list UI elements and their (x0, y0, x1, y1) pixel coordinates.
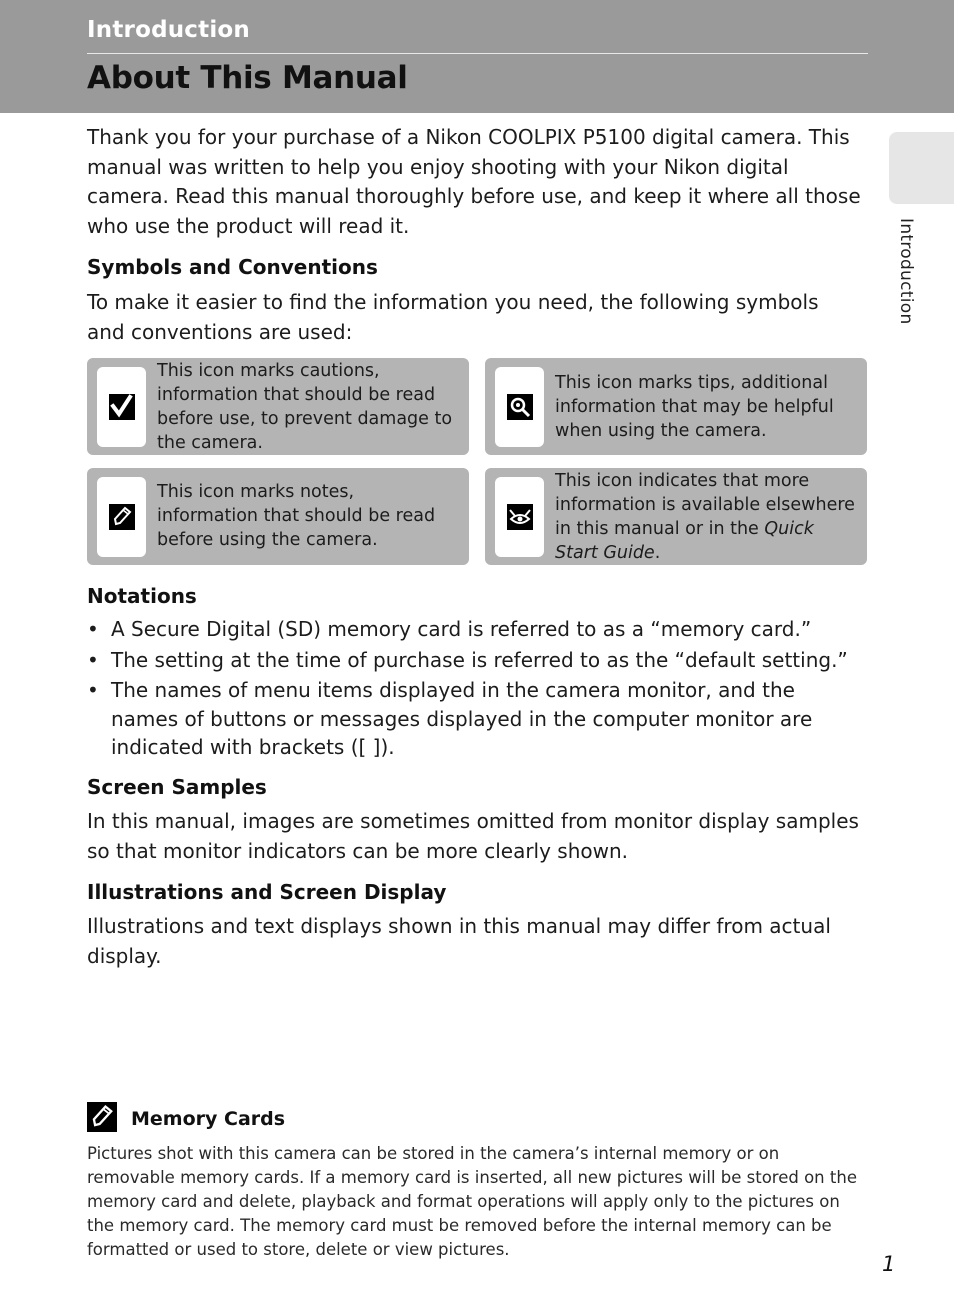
screen-samples-heading: Screen Samples (87, 775, 267, 799)
chapter-header (0, 0, 954, 113)
notes-icon-box (97, 477, 146, 557)
reference-text (555, 469, 855, 565)
section-label: Introduction (87, 17, 250, 43)
notations-heading: Notations (87, 584, 197, 608)
memory-cards-heading: Memory Cards (131, 1108, 286, 1130)
reference-icon-box (495, 477, 544, 557)
intro-paragraph: Thank you for your purchase of a Nikon COOLPIX P5100 digital camera. This manual was written to help you enjoy shooting with your Nikon digital camera. Read this manual thoroughly before use, and keep it where all those who use the product will read it. (87, 125, 861, 238)
symbols-heading: Symbols and Conventions (87, 255, 378, 279)
list-item: • The names of menu items displayed in the camera monitor, and the names of buttons or messages displayed in the computer monitor are indicated with brackets ([ ]). (87, 676, 862, 762)
eye-icon (507, 504, 533, 530)
screen-samples-text: In this manual, images are sometimes omitted from monitor display samples so that monitor indicators can be more clearly shown. (87, 809, 859, 863)
quick-start-guide-title: Quick Start Guide (555, 519, 814, 563)
symbols-intro: To make it easier to find the information you need, the following symbols and conventions are used: (87, 290, 819, 344)
checkmark-icon (109, 394, 135, 420)
illustrations-text: Illustrations and text displays shown in this manual may differ from actual display. (87, 914, 831, 968)
page-title: About This Manual (87, 60, 408, 96)
reference-text-prefix: This icon indicates that more information is available elsewhere in this manual or in the (555, 471, 855, 539)
notes-panel (87, 468, 469, 565)
reference-text-suffix: . (654, 543, 661, 563)
pencil-icon (109, 504, 135, 530)
reference-panel (485, 468, 867, 565)
tips-icon (507, 394, 533, 420)
list-item: • A Secure Digital (SD) memory card is referred to as a “memory card.” (87, 615, 862, 644)
side-tab (889, 132, 954, 204)
tips-icon-box (495, 367, 544, 447)
tips-panel (485, 358, 867, 455)
caution-panel (87, 358, 469, 455)
tips-text: This icon marks tips, additional information that may be helpful when using the camera. (555, 373, 834, 441)
notations-list (87, 615, 862, 764)
caution-text: This icon marks cautions, information that should be read before use, to prevent damage to the camera. (157, 361, 453, 453)
pencil-icon (87, 1102, 117, 1132)
side-tab-label: Introduction (896, 218, 916, 325)
memory-cards-text: Pictures shot with this camera can be stored in the camera’s internal memory or on removable memory cards. If a memory card is inserted, all new pictures will be stored on the memory card and delete, playback and format operations will apply only to the pictures on the memory card. The memory card must be removed before the internal memory can be formatted or used to store, delete or view pictures. (87, 1144, 857, 1259)
illustrations-heading: Illustrations and Screen Display (87, 880, 447, 904)
caution-icon-box (97, 367, 146, 447)
page-number: 1 (882, 1252, 896, 1276)
notes-text: This icon marks notes, information that should be read before using the camera. (157, 482, 436, 550)
header-divider (87, 53, 868, 54)
list-item: • The setting at the time of purchase is referred to as the “default setting.” (87, 646, 862, 675)
